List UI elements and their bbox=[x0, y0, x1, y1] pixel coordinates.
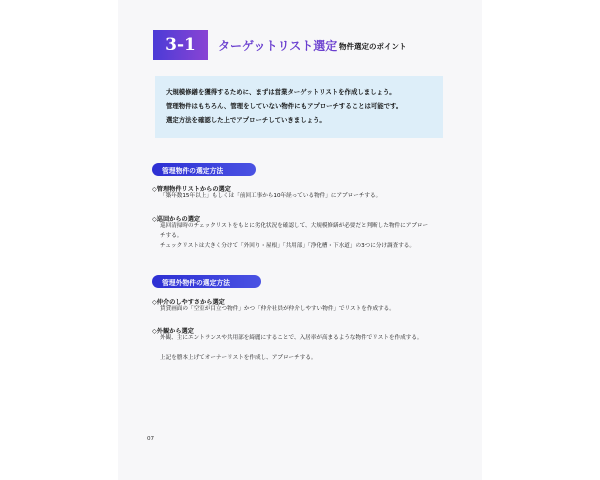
item-text: 「築年数15年以上」もしくは「前回工事から10年経っている物件」にアプローチする。 bbox=[160, 193, 382, 199]
page-title: ターゲットリスト選定 bbox=[218, 39, 338, 53]
page-number: 07 bbox=[147, 436, 155, 442]
item-title: ◇巡回からの選定 bbox=[152, 216, 201, 223]
intro-line: 選定方法を確認した上でアプローチしていきましょう。 bbox=[166, 116, 326, 124]
section-header-unmanaged: 管理外物件の選定方法 bbox=[152, 275, 261, 288]
item-text: 外観、主にエントランスや共用部を綺麗にすることで、入居率が高まるような物件でリストを作成する。 bbox=[160, 335, 423, 341]
item-text: 巡回清掃時のチェックリストをもとに劣化状況を確認して、大規模修繕が必要だと判断した物件にアプロー bbox=[160, 223, 429, 229]
intro-line: 大規模修繕を獲得するために、まずは営業ターゲットリストを作成しましょう。 bbox=[166, 88, 396, 96]
chapter-badge: 3-1 bbox=[153, 30, 208, 60]
intro-line: 管理物件はもちろん、管理をしていない物件にもアプローチすることは可能です。 bbox=[166, 102, 403, 110]
item-text: 上記を謄本上げてオーナーリストを作成し、アプローチする。 bbox=[160, 355, 317, 361]
intro-box bbox=[155, 76, 443, 138]
item-title: ◇外観から選定 bbox=[152, 328, 194, 335]
page-subtitle: 物件選定のポイント bbox=[339, 42, 407, 51]
item-title: ◇管理物件リストからの選定 bbox=[152, 186, 231, 193]
section-header-managed: 管理物件の選定方法 bbox=[152, 163, 256, 176]
item-title: ◇仲介のしやすさから選定 bbox=[152, 299, 225, 306]
item-text: 賃貸画面の「空室が目立つ物件」かつ「仲介社員が仲介しやすい物件」でリストを作成する。 bbox=[160, 306, 395, 312]
item-text: チェックリストは大きく分けて「外回り・屋根」「共用部」「浄化槽・下水道」の3つに分け調査する。 bbox=[160, 243, 415, 249]
item-text: チする。 bbox=[160, 233, 183, 239]
